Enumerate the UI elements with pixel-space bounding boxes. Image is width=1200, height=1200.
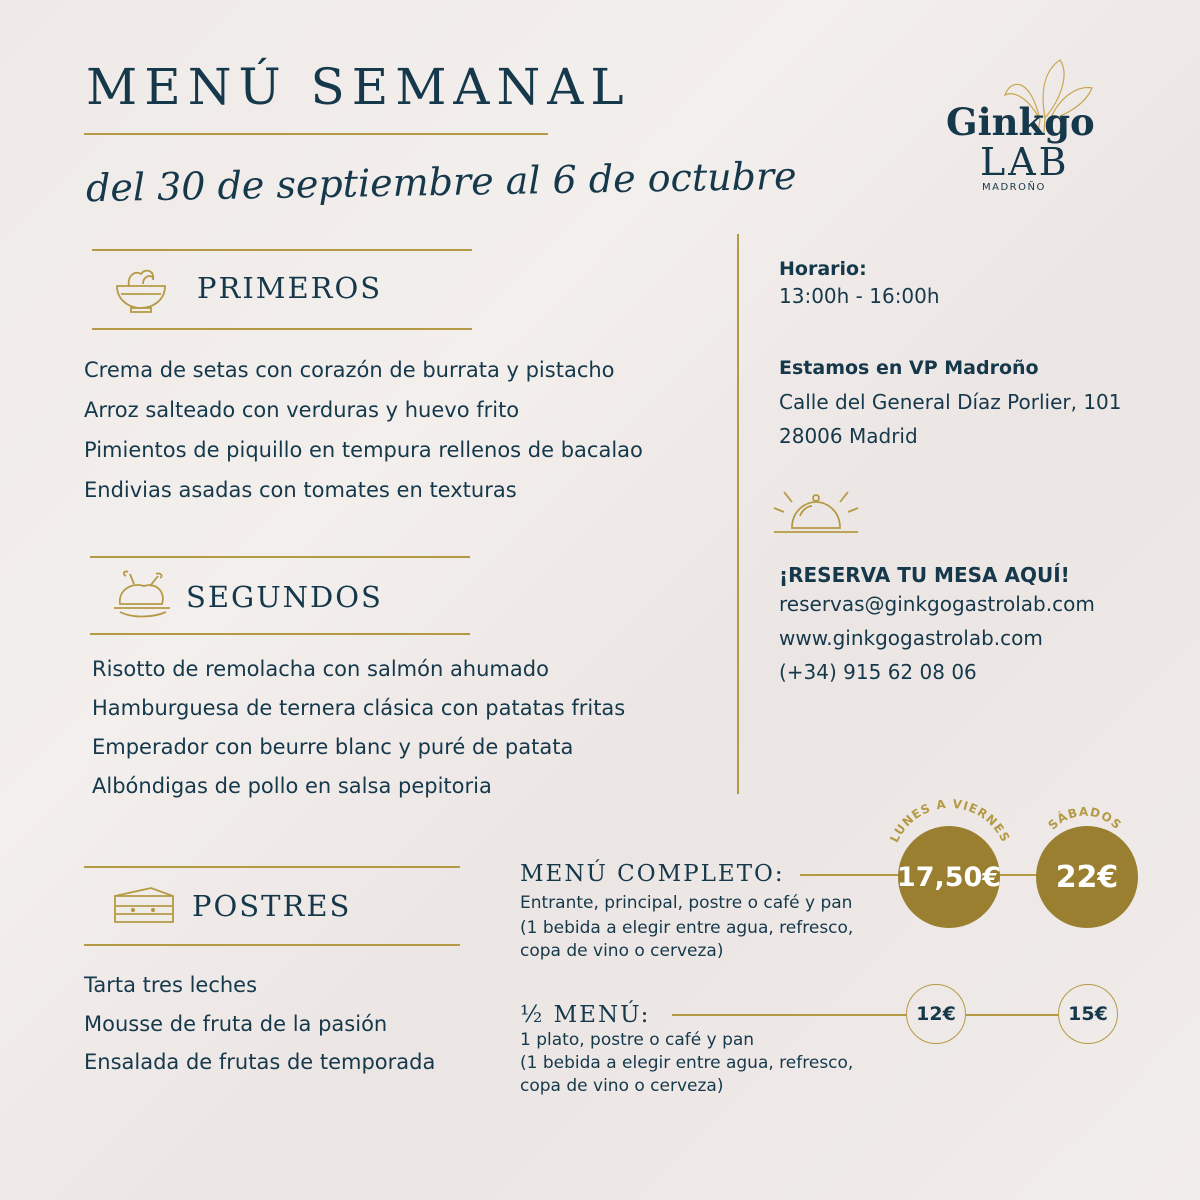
segundos-dish-4: Albóndigas de pollo en salsa pepitoria	[92, 774, 492, 798]
weekday-label: LUNES A VIERNES	[887, 796, 1013, 845]
phone-link[interactable]: (+34) 915 62 08 06	[779, 660, 977, 684]
half-menu-connector-line	[966, 1014, 1058, 1016]
postres-dish-3: Ensalada de frutas de temporada	[84, 1050, 436, 1074]
primeros-dish-2: Arroz salteado con verduras y huevo frito	[84, 398, 520, 422]
serving-cloche-icon	[770, 484, 862, 542]
logo-location-text: MADROÑO	[982, 182, 1046, 193]
segundos-title: SEGUNDOS	[186, 580, 383, 614]
logo-lab-text: LAB	[980, 140, 1070, 184]
vertical-divider	[737, 234, 739, 794]
primeros-dish-4: Endivias asadas con tomates en texturas	[84, 478, 517, 502]
postres-top-rule	[84, 866, 460, 868]
half-menu-desc-1: 1 plato, postre o café y pan	[520, 1030, 755, 1050]
roast-chicken-icon	[112, 568, 174, 622]
logo	[940, 50, 1100, 210]
full-menu-desc-1: Entrante, principal, postre o café y pan	[520, 893, 853, 913]
logo-ginkgo-text: Ginkgo	[946, 100, 1095, 144]
full-menu-title: MENÚ COMPLETO:	[520, 861, 785, 887]
salad-bowl-icon	[113, 264, 169, 316]
reserve-email-link[interactable]: reservas@ginkgogastrolab.com	[779, 592, 1095, 616]
half-menu-leader-line	[672, 1014, 906, 1016]
reserve-label: ¡RESERVA TU MESA AQUÍ!	[779, 563, 1070, 587]
full-menu-saturday-price: 22€	[1036, 826, 1138, 928]
primeros-title: PRIMEROS	[197, 271, 383, 305]
postres-title: POSTRES	[192, 889, 352, 923]
website-link[interactable]: www.ginkgogastrolab.com	[779, 626, 1043, 650]
half-menu-title: ½ MENÚ:	[520, 1002, 651, 1028]
primeros-dish-3: Pimientos de piquillo en tempura rellenos de bacalao	[84, 438, 643, 462]
full-menu-weekday-price: 17,50€	[898, 826, 1000, 928]
address-line-2: 28006 Madrid	[779, 424, 918, 448]
horario-value: 13:00h - 16:00h	[779, 284, 940, 308]
address-line-1: Calle del General Díaz Porlier, 101	[779, 390, 1122, 414]
segundos-dish-3: Emperador con beurre blanc y puré de patata	[92, 735, 574, 759]
full-menu-desc-3: copa de vino o cerveza)	[520, 941, 724, 961]
title-underline	[84, 133, 548, 135]
date-range-subtitle: del 30 de septiembre al 6 de octubre	[85, 153, 797, 211]
full-menu-desc-2: (1 bebida a elegir entre agua, refresco,	[520, 918, 854, 938]
segundos-bottom-rule	[90, 633, 470, 635]
cake-slice-icon	[111, 886, 177, 926]
half-menu-weekday-price: 12€	[906, 984, 966, 1044]
segundos-top-rule	[90, 556, 470, 558]
primeros-bottom-rule	[92, 328, 472, 330]
half-menu-saturday-price: 15€	[1058, 984, 1118, 1044]
segundos-dish-1: Risotto de remolacha con salmón ahumado	[92, 657, 549, 681]
primeros-top-rule	[92, 249, 472, 251]
postres-dish-2: Mousse de fruta de la pasión	[84, 1012, 388, 1036]
page-title: MENÚ SEMANAL	[86, 58, 631, 116]
postres-dish-1: Tarta tres leches	[84, 973, 258, 997]
postres-bottom-rule	[84, 944, 460, 946]
half-menu-desc-3: copa de vino o cerveza)	[520, 1076, 724, 1096]
location-label: Estamos en VP Madroño	[779, 357, 1039, 379]
horario-label: Horario:	[779, 258, 867, 280]
half-menu-desc-2: (1 bebida a elegir entre agua, refresco,	[520, 1053, 854, 1073]
saturday-label: SÁBADOS	[1045, 804, 1125, 833]
segundos-dish-2: Hamburguesa de ternera clásica con patatas fritas	[92, 696, 626, 720]
primeros-dish-1: Crema de setas con corazón de burrata y pistacho	[84, 358, 615, 382]
full-menu-leader-line	[800, 874, 910, 876]
